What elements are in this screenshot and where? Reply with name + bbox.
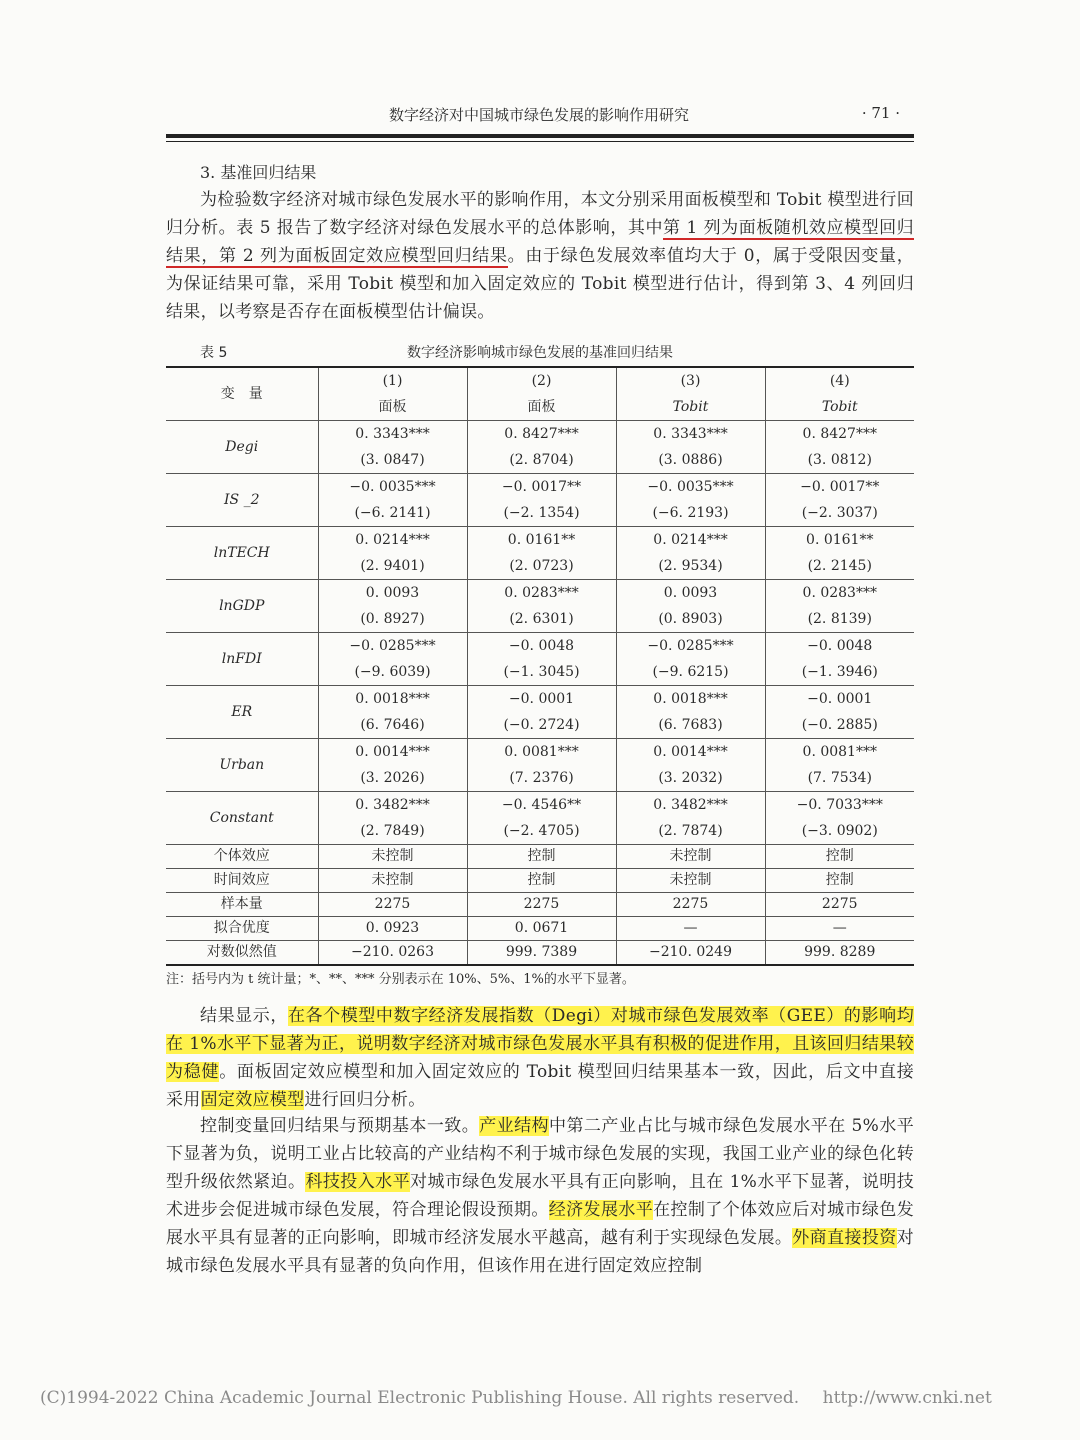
table-cell xyxy=(318,686,467,739)
table-row xyxy=(166,869,914,893)
table-row xyxy=(166,845,914,869)
coefficient-value: 0. 0283*** xyxy=(802,585,877,601)
coefficient-value: 0. 0093 xyxy=(365,585,420,601)
table-cell: 未控制 xyxy=(318,869,467,893)
table-cell: 2275 xyxy=(467,893,616,917)
coefficient-value: 0. 0161** xyxy=(507,532,576,548)
variable-name: lnFDI xyxy=(166,633,318,686)
t-statistic: (−0. 2724) xyxy=(503,717,580,733)
table-cell xyxy=(765,686,914,739)
results-text-d: 。面板固定效应模型和加入固定效应的 Tobit 模型回归结果基本一致，因此，后文中直接采用 xyxy=(166,1062,914,1110)
coefficient-value: −0. 0017** xyxy=(501,479,582,495)
coefficient-value: −0. 0001 xyxy=(508,691,575,707)
t-statistic: (−9. 6039) xyxy=(354,664,431,680)
paragraph-controls xyxy=(166,1112,914,1280)
column-header: (2) 面板 xyxy=(467,367,616,421)
table-cell xyxy=(467,686,616,739)
summary-label: 拟合优度 xyxy=(166,917,318,941)
coefficient-value: 0. 0081*** xyxy=(504,744,579,760)
table-cell: 2275 xyxy=(765,893,914,917)
table-cell: 控制 xyxy=(765,845,914,869)
column-header: (3) Tobit xyxy=(616,367,765,421)
results-text-a: 结果显示， xyxy=(200,1006,288,1026)
coefficient-value: −0. 0035*** xyxy=(647,479,734,495)
t-statistic: (−2. 1354) xyxy=(503,505,580,521)
controls-text-g: 在控制了个体效应后对城市绿色发展水平具有显著的正向影响，即城市经济发展水平越高，越有利于实现绿色发展。 xyxy=(166,1200,914,1248)
variable-header: 变 量 xyxy=(166,367,318,421)
table-cell: — xyxy=(765,917,914,941)
t-statistic: (2. 0723) xyxy=(509,558,574,574)
coefficient-value: −0. 0048 xyxy=(807,638,873,654)
coefficient-value: 0. 0214*** xyxy=(653,532,728,548)
table-cell xyxy=(616,739,765,792)
coefficient-value: −0. 0048 xyxy=(508,638,575,654)
controls-highlight-fdi: 外商直接投资 xyxy=(792,1228,897,1248)
table-cell: 未控制 xyxy=(318,845,467,869)
table-cell xyxy=(765,421,914,474)
variable-name: lnTECH xyxy=(166,527,318,580)
controls-text-e: 对城市绿色发展水平具有正向影响，且在 1%水平下显著，说明技术进步会促进城市绿色发展，符合理论假设预期。 xyxy=(166,1172,914,1220)
table-header-row xyxy=(166,367,914,421)
intro-text-a: 为检验数字经济对城市绿色发展水平的影响作用，本文分别采用面板模型和 Tobit 模型进行回归分析。表 5 报告了数字经济对绿色发展水平的总体影响，其中 xyxy=(166,190,914,238)
table-cell xyxy=(616,421,765,474)
paragraph-results xyxy=(166,1002,914,1114)
t-statistic: (2. 8139) xyxy=(807,611,872,627)
t-statistic: (3. 0886) xyxy=(658,452,723,468)
summary-label: 对数似然值 xyxy=(166,941,318,966)
table-cell: −210. 0263 xyxy=(318,941,467,966)
t-statistic: (−1. 3946) xyxy=(801,664,878,680)
table-cell xyxy=(467,633,616,686)
header-rule-thin xyxy=(166,141,914,142)
table-cell: 控制 xyxy=(467,869,616,893)
table-cell: 999. 7389 xyxy=(467,941,616,966)
t-statistic: (−1. 3045) xyxy=(503,664,580,680)
table-cell: 0. 0923 xyxy=(318,917,467,941)
table-row xyxy=(166,527,914,580)
t-statistic: (−6. 2141) xyxy=(354,505,431,521)
variable-name: ER xyxy=(166,686,318,739)
table-caption xyxy=(166,342,914,362)
summary-label: 个体效应 xyxy=(166,845,318,869)
table-cell xyxy=(318,739,467,792)
running-head xyxy=(166,104,912,132)
table-cell xyxy=(467,739,616,792)
table-cell: −210. 0249 xyxy=(616,941,765,966)
table-cell xyxy=(616,686,765,739)
table-row xyxy=(166,474,914,527)
summary-label: 时间效应 xyxy=(166,869,318,893)
table-cell xyxy=(467,474,616,527)
table-cell xyxy=(765,527,914,580)
coefficient-value: −0. 7033*** xyxy=(796,797,883,813)
t-statistic: (3. 0812) xyxy=(807,452,872,468)
table-cell xyxy=(765,792,914,845)
table-cell: 2275 xyxy=(318,893,467,917)
coefficient-value: 0. 0014*** xyxy=(355,744,430,760)
t-statistic: (6. 7646) xyxy=(360,717,425,733)
intro-underlined-text: 第 1 列为面板随机效应模型回归结果，第 2 列为面板固定效应模型回归结果 xyxy=(166,218,914,266)
table-cell xyxy=(765,633,914,686)
t-statistic: (−9. 6215) xyxy=(652,664,729,680)
table-cell xyxy=(616,527,765,580)
coefficient-value: 0. 3482*** xyxy=(653,797,728,813)
t-statistic: (−2. 3037) xyxy=(801,505,878,521)
table-cell xyxy=(616,580,765,633)
results-highlight-2: 数字经济对城市绿色发展水平具有积极的促进作用，且该回归结果较为稳健 xyxy=(166,1034,915,1082)
results-text-f: 进行回归分析。 xyxy=(304,1090,426,1110)
coefficient-value: −0. 4546** xyxy=(501,797,582,813)
variable-name: Degi xyxy=(166,421,318,474)
t-statistic: (3. 0847) xyxy=(360,452,425,468)
table-row xyxy=(166,792,914,845)
coefficient-value: −0. 0285*** xyxy=(647,638,734,654)
t-statistic: (2. 9534) xyxy=(658,558,723,574)
coefficient-value: −0. 0017** xyxy=(800,479,880,495)
table-cell: — xyxy=(616,917,765,941)
coefficient-value: −0. 0035*** xyxy=(349,479,436,495)
t-statistic: (7. 7534) xyxy=(807,770,872,786)
paragraph-intro xyxy=(166,186,914,326)
table-cell xyxy=(318,792,467,845)
table-cell xyxy=(318,474,467,527)
controls-text-c: 中第二产业占比与城市绿色发展水平在 5%水平下显著为负，说明工业占比较高的产业结构不利于城市绿色发展的实现，我国工业产业的绿色化转型升级依然紧迫。 xyxy=(166,1116,914,1192)
coefficient-value: 0. 0014*** xyxy=(653,744,728,760)
table-cell: 0. 0671 xyxy=(467,917,616,941)
summary-label: 样本量 xyxy=(166,893,318,917)
t-statistic: (0. 8927) xyxy=(360,611,425,627)
variable-name: IS _2 xyxy=(166,474,318,527)
coefficient-value: 0. 3482*** xyxy=(355,797,430,813)
results-highlight-3: 固定效应模型 xyxy=(200,1090,305,1110)
table-cell xyxy=(765,580,914,633)
copyright-footer xyxy=(40,1388,1040,1408)
coefficient-value: 0. 0093 xyxy=(663,585,718,601)
table-cell xyxy=(318,421,467,474)
table-cell xyxy=(616,474,765,527)
table-row xyxy=(166,686,914,739)
table-row xyxy=(166,893,914,917)
table-row xyxy=(166,580,914,633)
t-statistic: (−3. 0902) xyxy=(801,823,878,839)
t-statistic: (2. 9401) xyxy=(360,558,425,574)
coefficient-value: 0. 3343*** xyxy=(355,426,430,442)
t-statistic: (2. 2145) xyxy=(807,558,872,574)
t-statistic: (−0. 2885) xyxy=(801,717,878,733)
table-cell xyxy=(467,792,616,845)
variable-name: Constant xyxy=(166,792,318,845)
controls-text-a: 控制变量回归结果与预期基本一致。 xyxy=(200,1116,480,1136)
table-cell: 2275 xyxy=(616,893,765,917)
section-title: 3. 基准回归结果 xyxy=(200,163,317,182)
running-title: 数字经济对中国城市绿色发展的影响作用研究 xyxy=(388,106,689,124)
t-statistic: (3. 2026) xyxy=(360,770,425,786)
table-cell xyxy=(467,580,616,633)
t-statistic: (−2. 4705) xyxy=(503,823,580,839)
coefficient-value: 0. 8427*** xyxy=(504,426,579,442)
coefficient-value: 0. 3343*** xyxy=(653,426,728,442)
intro-text-c: 。由于绿色发展效率值均大于 0，属于受限因变量，为保证结果可靠，采用 Tobit 模型和加入固定效应的 Tobit 模型进行估计，得到第 3、4 列回归结果，以考察是否存在面板模型估计偏误。 xyxy=(166,246,914,322)
table-cell xyxy=(765,739,914,792)
table-row xyxy=(166,917,914,941)
table-cell xyxy=(318,580,467,633)
coefficient-value: 0. 0081*** xyxy=(802,744,877,760)
table-cell: 未控制 xyxy=(616,869,765,893)
table-cell: 999. 8289 xyxy=(765,941,914,966)
table-cell xyxy=(765,474,914,527)
coefficient-value: 0. 8427*** xyxy=(802,426,877,442)
copyright-text: (C)1994-2022 China Academic Journal Electronic Publishing House. All rights reserved. xyxy=(40,1388,800,1408)
table-cell xyxy=(616,792,765,845)
column-header: (1) 面板 xyxy=(318,367,467,421)
coefficient-value: 0. 0283*** xyxy=(504,585,579,601)
table-row xyxy=(166,421,914,474)
coefficient-value: −0. 0001 xyxy=(807,691,873,707)
page-number: · 71 · xyxy=(861,104,900,122)
results-highlight-1: 在各个模型中数字经济发展指数（Degi）对城市绿色发展效率（GEE）的影响均在 1%水平下显著为正，说明 xyxy=(166,1006,915,1054)
table-row xyxy=(166,633,914,686)
table-cell xyxy=(467,421,616,474)
table-row xyxy=(166,941,914,966)
t-statistic: (7. 2376) xyxy=(509,770,574,786)
variable-name: Urban xyxy=(166,739,318,792)
coefficient-value: 0. 0161** xyxy=(806,532,874,548)
table-row xyxy=(166,739,914,792)
table-note: 注：括号内为 t 统计量；*、**、*** 分别表示在 10%、5%、1%的水平下显著。 xyxy=(166,972,635,987)
t-statistic: (2. 6301) xyxy=(509,611,574,627)
controls-highlight-tech: 科技投入水平 xyxy=(305,1172,411,1192)
summary-rows xyxy=(166,845,914,966)
regression-table xyxy=(166,366,914,966)
table-cell xyxy=(318,527,467,580)
t-statistic: (2. 7874) xyxy=(658,823,723,839)
table-title: 数字经济影响城市绿色发展的基准回归结果 xyxy=(407,345,673,361)
header-rule-thick xyxy=(166,134,914,138)
t-statistic: (6. 7683) xyxy=(658,717,723,733)
table-cell: 控制 xyxy=(765,869,914,893)
coefficient-value: 0. 0214*** xyxy=(355,532,430,548)
table-cell xyxy=(616,633,765,686)
t-statistic: (−6. 2193) xyxy=(652,505,729,521)
controls-highlight-economy: 经济发展水平 xyxy=(548,1200,654,1220)
coefficient-value: 0. 0018*** xyxy=(653,691,728,707)
cnki-url[interactable]: http://www.cnki.net xyxy=(822,1388,992,1408)
controls-highlight-industry: 产业结构 xyxy=(479,1116,550,1136)
column-header: (4) Tobit xyxy=(765,367,914,421)
controls-text-i: 对城市绿色发展水平具有显著的负向作用，但该作用在进行固定效应控制 xyxy=(166,1228,914,1276)
table-number: 表 5 xyxy=(200,345,228,361)
t-statistic: (3. 2032) xyxy=(658,770,723,786)
table-cell: 未控制 xyxy=(616,845,765,869)
variable-name: lnGDP xyxy=(166,580,318,633)
table-cell xyxy=(467,527,616,580)
t-statistic: (0. 8903) xyxy=(658,611,723,627)
t-statistic: (2. 8704) xyxy=(509,452,574,468)
coefficient-rows xyxy=(166,421,914,845)
table-cell xyxy=(318,633,467,686)
coefficient-value: −0. 0285*** xyxy=(349,638,436,654)
t-statistic: (2. 7849) xyxy=(360,823,425,839)
coefficient-value: 0. 0018*** xyxy=(355,691,430,707)
table-cell: 控制 xyxy=(467,845,616,869)
